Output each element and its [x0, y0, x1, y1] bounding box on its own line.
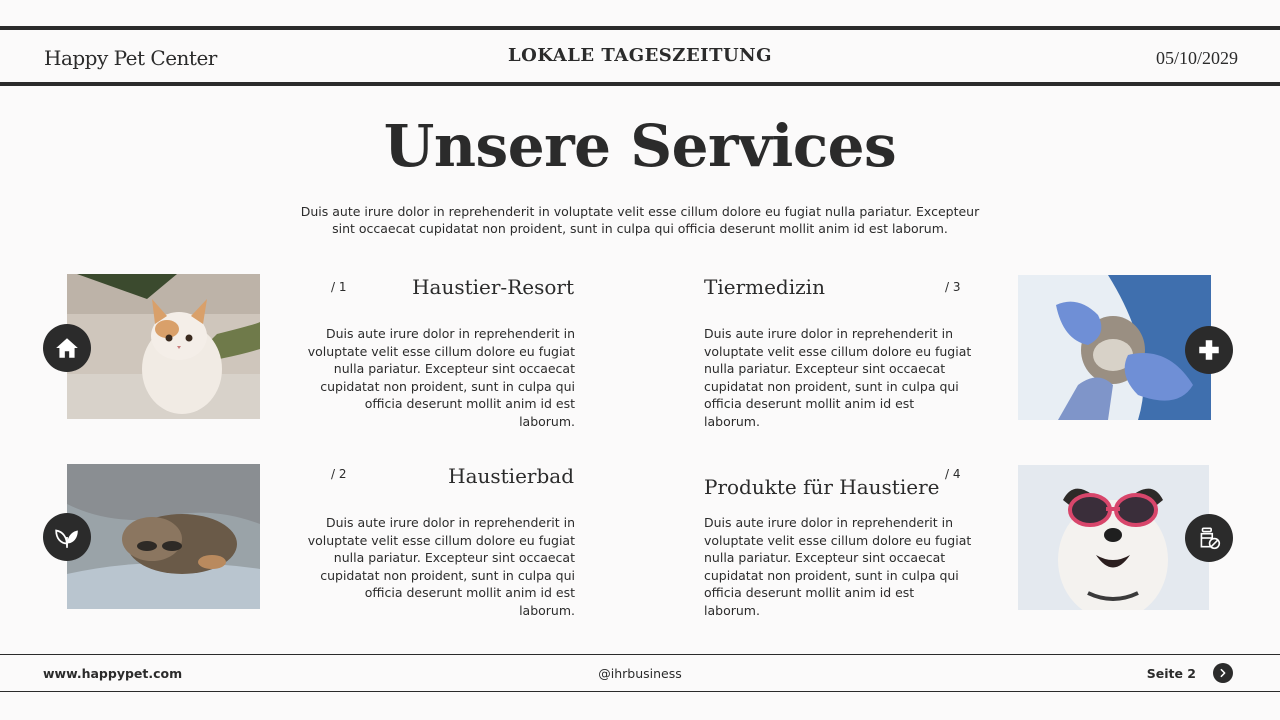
dog-sunglasses-photo [1018, 465, 1209, 610]
service-number: / 4 [945, 467, 961, 481]
service-number: / 3 [945, 280, 961, 294]
service-description: Duis aute irure dolor in reprehenderit in voluptate velit esse cillum dolore eu fugiat nulla pariatur. Excepteur sint occaecat cupidatat non proident, sunt in culpa qui officia deserunt mollit anim id est laborum. [704, 515, 972, 618]
chevron-right-icon [1218, 668, 1228, 678]
header-rule-top [0, 26, 1280, 30]
leaf-icon [43, 513, 91, 561]
service-number: / 1 [331, 280, 347, 294]
service-title: Haustierbad [448, 464, 574, 488]
masthead: LOKALE TAGESZEITUNG [507, 45, 773, 66]
pet-products-icon [1185, 514, 1233, 562]
website-link[interactable]: www.happypet.com [43, 666, 183, 681]
page-number: Seite 2 [1146, 666, 1196, 681]
intro-text: Duis aute irure dolor in reprehenderit in voluptate velit esse cillum dolore eu fugiat nulla pariatur. Excepteur sint occaecat cupidatat non proident, sunt in culpa qui officia deserunt mollit anim id est laborum. [300, 204, 980, 236]
page-title: Unsere Services [383, 112, 897, 180]
vet-cat-photo [1018, 275, 1211, 420]
service-title: Tiermedizin [704, 275, 825, 299]
service-number: / 2 [331, 467, 347, 481]
service-title: Haustier-Resort [412, 275, 574, 299]
footer-rule-bottom [0, 691, 1280, 692]
service-description: Duis aute irure dolor in reprehenderit in voluptate velit esse cillum dolore eu fugiat nulla pariatur. Excepteur sint occaecat cupidatat non proident, sunt in culpa qui officia deserunt mollit anim id est laborum. [307, 515, 575, 618]
service-description: Duis aute irure dolor in reprehenderit in voluptate velit esse cillum dolore eu fugiat nulla pariatur. Excepteur sint occaecat cupidatat non proident, sunt in culpa qui officia deserunt mollit anim id est laborum. [704, 326, 972, 429]
plus-icon [1185, 326, 1233, 374]
issue-date: 05/10/2029 [1155, 48, 1238, 68]
cat-photo [67, 274, 260, 419]
service-description: Duis aute irure dolor in reprehenderit in voluptate velit esse cillum dolore eu fugiat nulla pariatur. Excepteur sint occaecat cupidatat non proident, sunt in culpa qui officia deserunt mollit anim id est laborum. [307, 326, 575, 429]
next-page-button[interactable] [1213, 663, 1233, 683]
footer-rule-top [0, 654, 1280, 655]
puppy-photo [67, 464, 260, 609]
brand-name: Happy Pet Center [44, 46, 217, 70]
social-handle: @ihrbusiness [598, 666, 682, 681]
service-title: Produkte für Haustiere [704, 475, 940, 499]
home-icon [43, 324, 91, 372]
header-rule-bottom [0, 82, 1280, 86]
